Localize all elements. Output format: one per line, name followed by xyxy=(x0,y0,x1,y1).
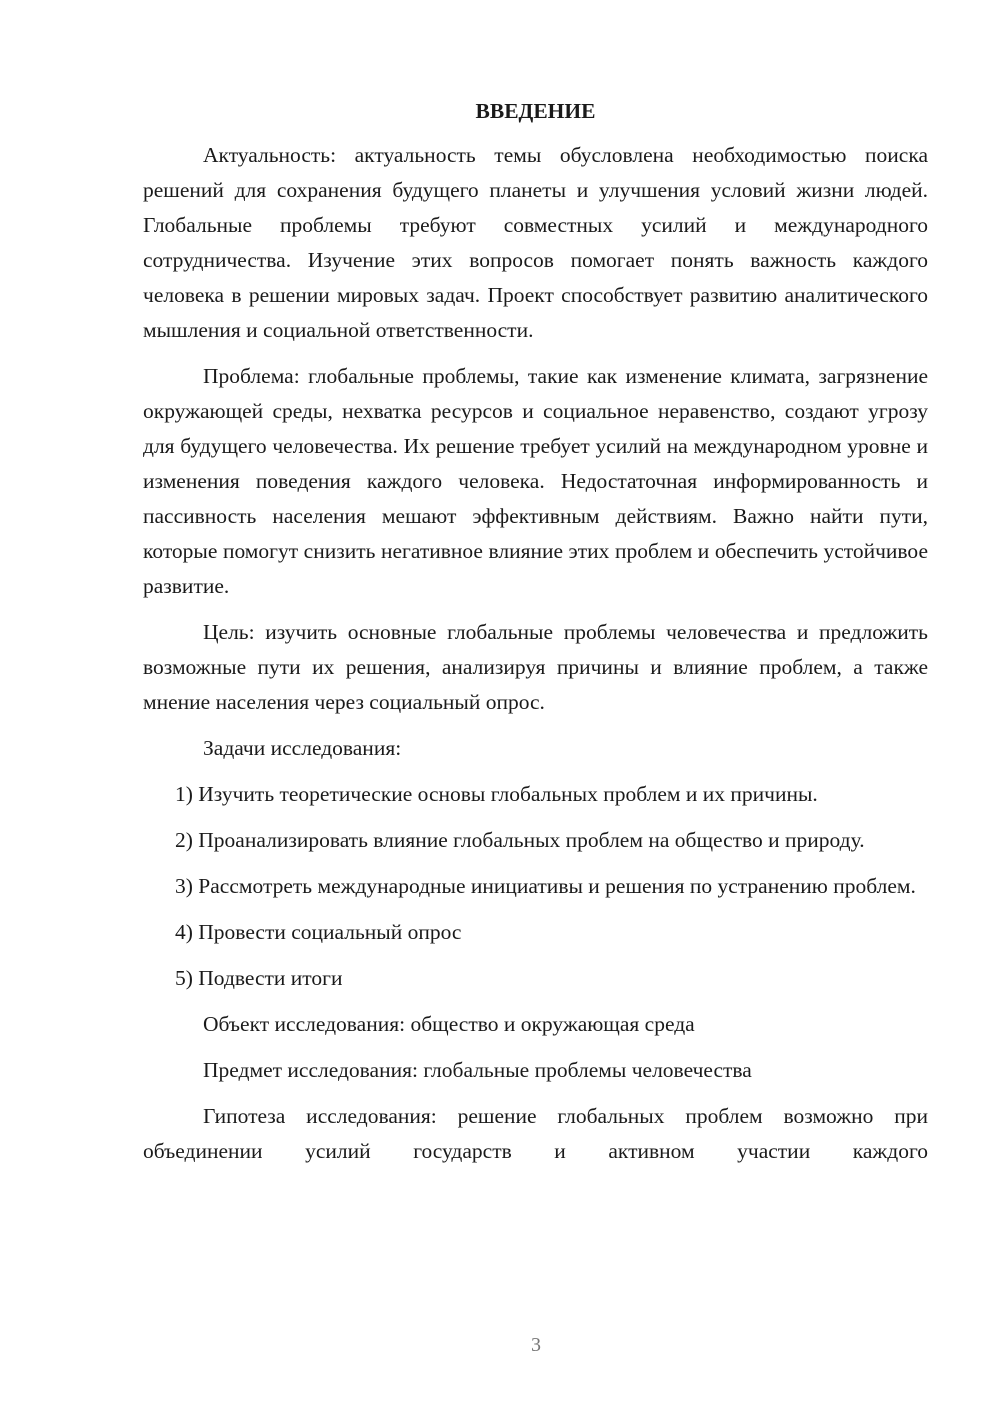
hypothesis-paragraph: Гипотеза исследования: решение глобальных проблем возможно при объединении усилий государств и активном участии каждого xyxy=(143,1104,928,1163)
section-title: ВВЕДЕНИЕ xyxy=(475,99,596,123)
document-page xyxy=(143,96,928,1180)
task-item-5: 5) Подвести итоги xyxy=(175,966,343,990)
goal-paragraph: Цель: изучить основные глобальные проблемы человечества и предложить возможные пути их решения, анализируя причины и влияние проблем, а также мнение населения через социальный опрос. xyxy=(143,620,928,714)
task-item-2: 2) Проанализировать влияние глобальных проблем на общество и природу. xyxy=(175,828,865,852)
task-item-4: 4) Провести социальный опрос xyxy=(175,920,462,944)
tasks-heading: Задачи исследования: xyxy=(203,736,402,760)
page-number: 3 xyxy=(531,1334,541,1356)
task-item-3: 3) Рассмотреть международные инициативы и решения по устранению проблем. xyxy=(175,874,916,898)
research-object: Объект исследования: общество и окружающая среда xyxy=(203,1012,695,1036)
research-subject: Предмет исследования: глобальные проблемы человечества xyxy=(203,1058,752,1082)
relevance-paragraph: Актуальность: актуальность темы обусловлена необходимостью поиска решений для сохранения будущего планеты и улучшения условий жизни людей. Глобальные проблемы требуют совместных усилий и международного сотрудничества. Изучение этих вопросов помогает понять важность каждого человека в решении мировых задач. Проект способствует развитию аналитического мышления и социальной ответственности. xyxy=(143,143,928,342)
problem-paragraph: Проблема: глобальные проблемы, такие как изменение климата, загрязнение окружающей среды, нехватка ресурсов и социальное неравенство, создают угрозу для будущего человечества. Их решение требует усилий на международном уровне и изменения поведения каждого человека. Недостаточная информированность и пассивность населения мешают эффективным действиям. Важно найти пути, которые помогут снизить негативное влияние этих проблем и обеспечить устойчивое развитие. xyxy=(143,364,928,598)
task-item-1: 1) Изучить теоретические основы глобальных проблем и их причины. xyxy=(175,782,818,806)
